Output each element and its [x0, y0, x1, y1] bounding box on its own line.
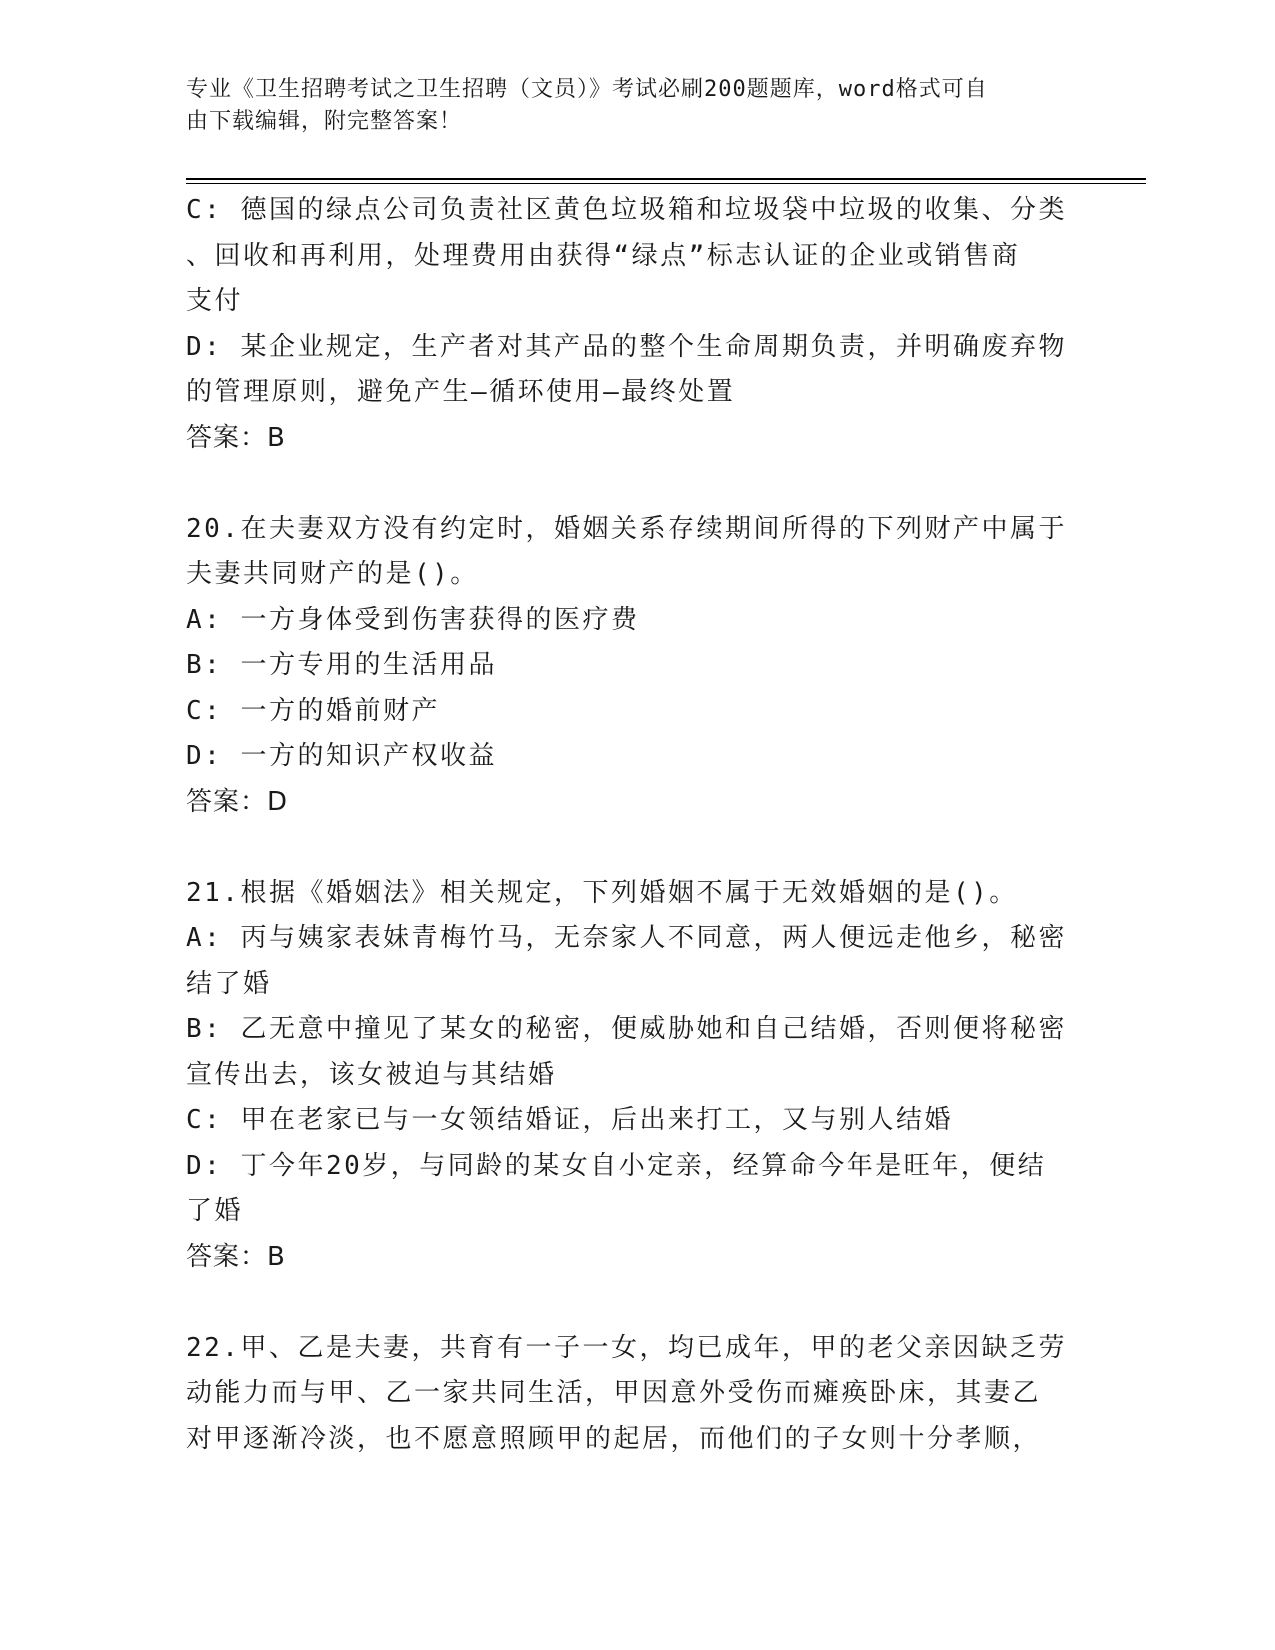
question-20	[186, 507, 1076, 826]
question-21	[186, 871, 1076, 1281]
option-c: C: 甲在老家已与一女领结婚证，后出来打工，又与别人结婚	[186, 1105, 953, 1135]
option-a: A: 一方身体受到伤害获得的医疗费	[186, 604, 640, 635]
question-stem-line: 对甲逐渐冷淡，也不愿意照顾甲的起居，而他们的子女则十分孝顺，	[186, 1423, 1042, 1454]
option-c: C: 一方的婚前财产	[186, 695, 440, 726]
option-c-line: 支付	[186, 286, 244, 316]
answer-label: 答案：B	[186, 1241, 286, 1272]
question-19-tail	[186, 188, 1076, 461]
header-rule-thick	[186, 178, 1146, 180]
question-stem-line: 动能力而与甲、乙一家共同生活，甲因意外受伤而瘫痪卧床，其妻乙	[186, 1378, 1042, 1408]
option-d-line: D: 丁今年20岁，与同龄的某女自小定亲，经算命今年是旺年，便结	[186, 1150, 1047, 1181]
option-d: D: 一方的知识产权收益	[186, 741, 497, 771]
question-stem-line: 20.在夫妻双方没有约定时，婚姻关系存续期间所得的下列财产中属于	[186, 513, 1067, 544]
answer-label: 答案：D	[186, 786, 289, 817]
option-d-line: 了婚	[186, 1196, 244, 1226]
option-a-line: A: 丙与姨家表妹青梅竹马，无奈家人不同意，两人便远走他乡，秘密	[186, 923, 1067, 953]
option-b-line: 宣传出去，该女被迫与其结婚	[186, 1059, 557, 1090]
question-stem-line: 22.甲、乙是夫妻，共育有一子一女，均已成年，甲的老父亲因缺乏劳	[186, 1332, 1067, 1363]
option-b: B: 一方专用的生活用品	[186, 650, 497, 680]
option-c-line: 、回收和再利用，处理费用由获得“绿点”标志认证的企业或销售商	[186, 240, 1021, 271]
option-d-line: D: 某企业规定，生产者对其产品的整个生命周期负责，并明确废弃物	[186, 331, 1067, 362]
header-rule-thin	[186, 183, 1146, 184]
header-line-2: 由下载编辑，附完整答案！	[186, 109, 463, 134]
question-stem: 21.根据《婚姻法》相关规定，下列婚姻不属于无效婚姻的是()。	[186, 877, 1018, 908]
spacer	[186, 825, 1076, 871]
question-stem-line: 夫妻共同财产的是()。	[186, 559, 479, 589]
document-header	[186, 74, 1086, 138]
option-b-line: B: 乙无意中撞见了某女的秘密，便威胁她和自己结婚，否则便将秘密	[186, 1014, 1067, 1044]
answer-label: 答案：B	[186, 422, 286, 453]
spacer	[186, 1280, 1076, 1326]
option-c-line: C: 德国的绿点公司负责社区黄色垃圾箱和垃圾袋中垃圾的收集、分类	[186, 195, 1067, 225]
question-22	[186, 1326, 1076, 1463]
option-a-line: 结了婚	[186, 968, 272, 999]
spacer	[186, 461, 1076, 507]
option-d-line: 的管理原则，避免产生—循环使用—最终处置	[186, 377, 736, 407]
header-line-1: 专业《卫生招聘考试之卫生招聘（文员）》考试必刷200题题库，word格式可自	[186, 77, 988, 102]
question-content	[186, 188, 1076, 1462]
